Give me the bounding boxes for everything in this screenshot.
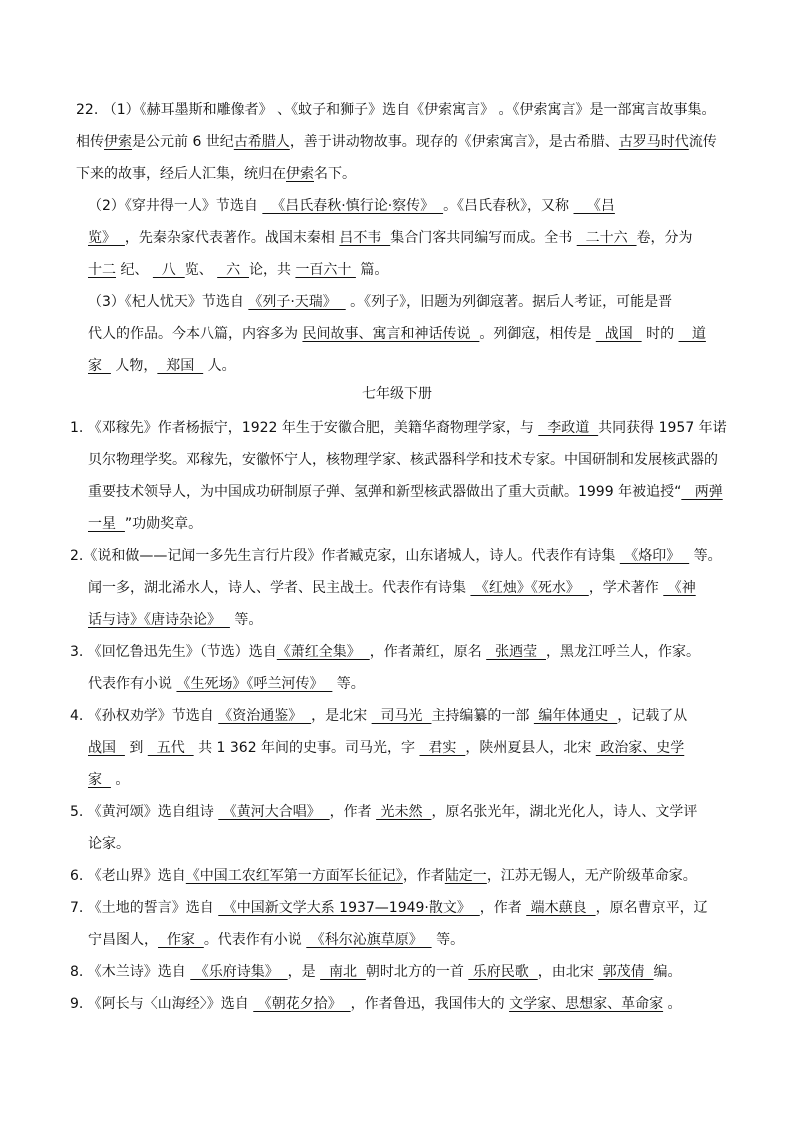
q22-p2-line xyxy=(88,228,693,248)
text-run: 论家。 xyxy=(88,836,130,852)
answer-blank: 伊索 xyxy=(104,134,132,150)
answer-blank: 道 xyxy=(678,326,706,342)
answer-blank: 陆定一 xyxy=(444,868,487,884)
text-run: ，由北宋 xyxy=(537,964,599,980)
text-run: 集合门客共同编写而成。全书 xyxy=(390,230,577,246)
text-run: 7. 《土地的誓言》选自 xyxy=(70,900,219,916)
answer-blank: 家 xyxy=(88,772,111,788)
text-run: ，作者 xyxy=(402,868,445,884)
text-run: 共 1 362 年间的史事。司马光，字 xyxy=(193,740,420,756)
answer-blank: 两弹 xyxy=(681,484,723,500)
section-heading: 七年级下册 xyxy=(362,386,432,402)
text-run: 宁昌图人， xyxy=(88,932,158,948)
answer-blank: 吕不韦 xyxy=(339,230,391,246)
text-run: 。《列子》，旧题为列御寇著。据后人考证，可能是晋 xyxy=(345,294,673,310)
text-run: 贝尔物理学奖。邓稼先，安徽怀宁人，核物理学家、核武器科学和技术专家。中国研制和发展核武器的 xyxy=(88,452,718,468)
q22-p1-line xyxy=(76,100,716,120)
text-run: 到 xyxy=(124,740,148,756)
text-run: 。《吕氏春秋》，又称 xyxy=(443,198,574,214)
answer-blank: 司马光 xyxy=(371,708,432,724)
text-run: ，记载了从 xyxy=(617,708,688,724)
answer-blank: 战国 xyxy=(88,740,125,756)
answer-blank: 《资治通鉴》 xyxy=(218,708,312,724)
q22-p1-line xyxy=(76,132,717,152)
text-run: ，作者 xyxy=(479,900,527,916)
question-4-line xyxy=(88,738,684,758)
text-run: （3）《杞人忧天》节选自 xyxy=(88,294,249,310)
answer-blank: 家 xyxy=(88,358,111,374)
text-run: 2.《说和做——记闻一多先生言行片段》作者臧克家，山东诸城人，诗人。代表作有诗集 xyxy=(70,548,620,564)
text-run: 。 xyxy=(110,772,130,788)
text-run: ，陕州夏县人，北宋 xyxy=(465,740,596,756)
text-run: ，原名曹京平，辽 xyxy=(595,900,708,916)
answer-blank: 南北 xyxy=(320,964,366,980)
answer-blank: 张迺莹 xyxy=(486,644,546,660)
answer-blank: 《红烛》《死水》 xyxy=(470,580,589,596)
text-run: ，是北宋 xyxy=(311,708,372,724)
q22-p3-line xyxy=(88,356,236,376)
question-3-line xyxy=(70,642,700,662)
answer-blank: 览》 xyxy=(88,230,125,246)
question-4-line xyxy=(70,706,687,726)
text-run: 等。 xyxy=(332,676,365,692)
text-run: 闻一多，湖北浠水人，诗人、学者、民主战士。代表作有诗集 xyxy=(88,580,471,596)
answer-blank: 郑国 xyxy=(157,358,204,374)
answer-blank: 话与诗》《唐诗杂论》 xyxy=(88,612,230,628)
question-8-line xyxy=(70,962,682,982)
text-run: 流传 xyxy=(688,134,717,150)
text-run: 4. 《孙权劝学》节选自 xyxy=(70,708,219,724)
q22-p3-line xyxy=(88,292,672,312)
answer-blank: 作家 xyxy=(158,932,204,948)
answer-blank: 六 xyxy=(217,262,249,278)
answer-blank: 《朝花夕拾》 xyxy=(253,996,351,1012)
answer-blank: 《中国工农红军第一方面军长征记》 xyxy=(185,868,403,884)
question-4-line xyxy=(88,770,129,790)
text-run: ，江苏无锡人，无产阶级革命家。 xyxy=(486,868,697,884)
text-run: 重要技术领导人，为中国成功研制原子弹、氢弹和新型核武器做出了重大贡献。1999 年被追授“ xyxy=(88,484,682,500)
text-run: 览、 xyxy=(184,262,218,278)
answer-blank: 《乐府诗集》 xyxy=(190,964,288,980)
answer-blank: 一星 xyxy=(88,516,125,532)
text-run: ，作者萧红，原名 xyxy=(369,644,487,660)
text-run: 人。 xyxy=(203,358,236,374)
answer-blank: 《生死场》《呼兰河传》 xyxy=(176,676,333,692)
text-run: 1. 《邓稼先》作者杨振宁，1922 年生于安徽合肥，美籍华裔物理学家，与 xyxy=(70,420,539,436)
answer-blank: 编年体通史 xyxy=(533,708,618,724)
question-3-line xyxy=(88,674,365,694)
answer-blank: 《烙印》 xyxy=(619,548,690,564)
answer-blank: 《科尔沁旗草原》 xyxy=(306,932,432,948)
answer-blank: 《中国新文学大系 1937—1949·散文》 xyxy=(218,900,480,916)
text-run: 22. （1）《赫耳墨斯和雕像者》 、《蚊子和狮子》选自《伊索寓言》 。《伊索寓言》是一部寓言故事集。 xyxy=(76,102,716,118)
text-run: 相传 xyxy=(76,134,104,150)
answer-blank: 《萧红全集》 xyxy=(276,644,370,660)
text-run: 。列御寇，相传是 xyxy=(479,326,596,342)
question-1-line xyxy=(70,418,727,438)
text-run: ，作者鲁迅，我国伟大的 xyxy=(350,996,510,1012)
text-run: 名下。 xyxy=(314,166,356,182)
text-run: ，先秦杂家代表著作。战国末秦相 xyxy=(124,230,340,246)
answer-blank: 一百六十 xyxy=(295,262,356,278)
q22-p2-line xyxy=(88,196,615,216)
text-run: 3. 《回忆鲁迅先生》（节选）选自 xyxy=(70,644,277,660)
answer-blank: 政治家、史学 xyxy=(595,740,685,756)
text-run: ，学术著作 xyxy=(588,580,664,596)
text-run: 论，共 xyxy=(248,262,296,278)
text-run: ，作者 xyxy=(329,804,377,820)
answer-blank: 战国 xyxy=(595,326,642,342)
text-run: 8. 《木兰诗》选自 xyxy=(70,964,191,980)
question-5-line xyxy=(70,802,697,822)
answer-blank: 乐府民歌 xyxy=(468,964,538,980)
text-run: 是公元前 6 世纪 xyxy=(132,134,234,150)
text-run: 代人的作品。今本八篇，内容多为 xyxy=(88,326,303,342)
q22-p1-line xyxy=(76,164,356,184)
question-7-line xyxy=(70,898,708,918)
question-2-line xyxy=(70,546,722,566)
text-run: 时的 xyxy=(641,326,679,342)
answer-blank: 《吕 xyxy=(573,198,615,214)
answer-blank: 郭茂倩 xyxy=(598,964,654,980)
text-run: 朝时北方的一首 xyxy=(365,964,469,980)
question-5-line xyxy=(88,834,130,854)
text-run: 代表作有小说 xyxy=(88,676,177,692)
text-run: 。代表作有小说 xyxy=(203,932,307,948)
answer-blank: 伊索 xyxy=(286,166,314,182)
answer-blank: 《神 xyxy=(663,580,696,596)
text-run: 5. 《黄河颂》选自组诗 xyxy=(70,804,219,820)
text-run: 6. 《老山界》选自 xyxy=(70,868,186,884)
text-run: ，是 xyxy=(287,964,321,980)
text-run: 人物， xyxy=(110,358,158,374)
answer-blank: 《列子·天瑞》 xyxy=(248,294,346,310)
answer-blank: 《黄河大合唱》 xyxy=(218,804,330,820)
text-run: ，黑龙江呼兰人，作家。 xyxy=(545,644,700,660)
text-run: 纪、 xyxy=(116,262,153,278)
answer-blank: 君实 xyxy=(419,740,466,756)
text-run: 卷，分为 xyxy=(636,230,693,246)
question-7-line xyxy=(88,930,464,950)
text-run: ，善于讲动物故事。现存的《伊索寓言》，是古希腊、 xyxy=(289,134,619,150)
question-6-line xyxy=(70,866,697,886)
answer-blank: 古希腊人 xyxy=(233,134,290,150)
question-1-line xyxy=(88,514,202,534)
question-2-line xyxy=(88,610,262,630)
answer-blank: 光未然 xyxy=(376,804,432,820)
text-run: ，原名张光年，湖北光化人，诗人、文学评 xyxy=(431,804,698,820)
text-run: ”功勋奖章。 xyxy=(124,516,203,532)
text-run: 下来的故事，经后人汇集，统归在 xyxy=(76,166,286,182)
text-run: 。 xyxy=(663,996,682,1012)
question-2-line xyxy=(88,578,696,598)
text-run: 编。 xyxy=(653,964,682,980)
text-run: 9. 《阿长与〈山海经〉》选自 xyxy=(70,996,254,1012)
text-run: 共同获得 1957 年诺 xyxy=(598,420,727,436)
answer-blank: 五代 xyxy=(147,740,194,756)
question-1-line xyxy=(88,450,718,470)
answer-blank: 古罗马时代 xyxy=(618,134,689,150)
q22-p3-line xyxy=(88,324,706,344)
answer-blank: 端木蕻良 xyxy=(526,900,596,916)
question-9-line xyxy=(70,994,682,1014)
text-run: 主持编纂的一部 xyxy=(431,708,534,724)
q22-p2-line xyxy=(88,260,388,280)
answer-blank: 八 xyxy=(152,262,185,278)
answer-blank: 《吕氏春秋·慎行论·察传》 xyxy=(262,198,444,214)
text-run: （2）《穿井得一人》节选自 xyxy=(88,198,263,214)
answer-blank: 二十六 xyxy=(576,230,637,246)
question-1-line xyxy=(88,482,723,502)
answer-blank: 文学家、思想家、革命家 xyxy=(509,996,664,1012)
text-run: 篇。 xyxy=(355,262,389,278)
answer-blank: 十二 xyxy=(88,262,116,278)
text-run: 等。 xyxy=(229,612,263,628)
answer-blank: 民间故事、寓言和神话传说 xyxy=(302,326,480,342)
answer-blank: 李政道 xyxy=(538,420,599,436)
text-run: 等。 xyxy=(431,932,465,948)
text-run: 等。 xyxy=(689,548,722,564)
